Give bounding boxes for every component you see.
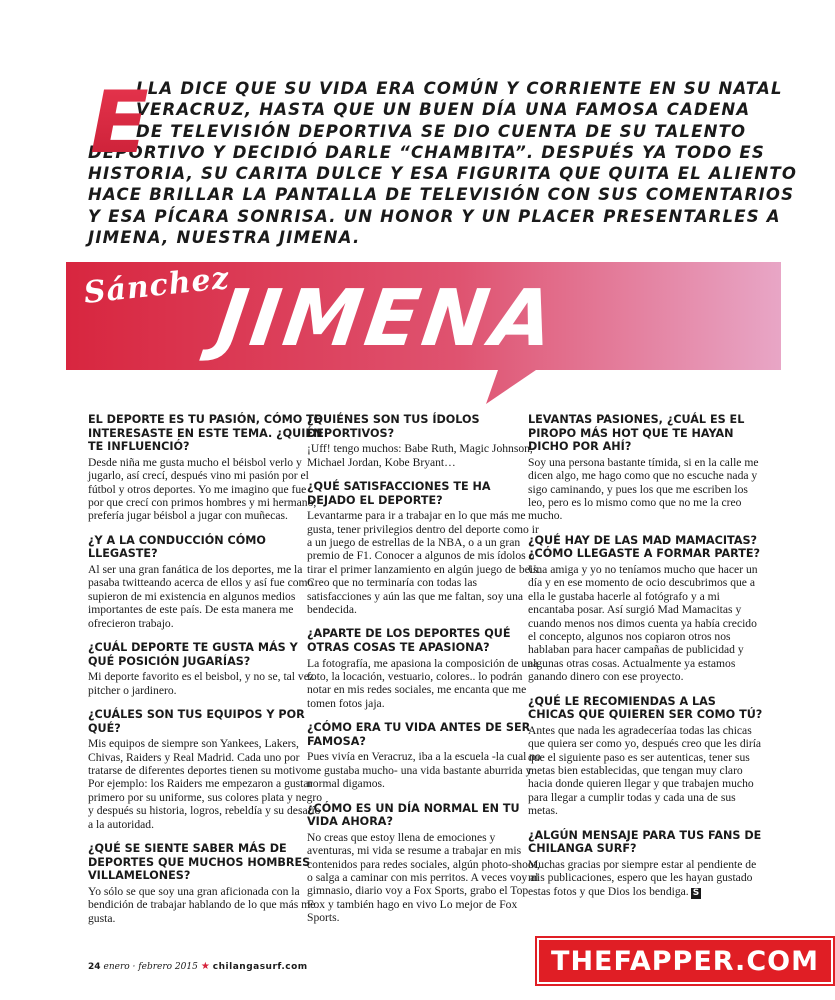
intro-line: HISTORIA, SU CARITA DULCE Y ESA FIGURITA QUE QUITA EL ALIENTO bbox=[88, 164, 798, 184]
answer: Una amiga y yo no teníamos mucho que hacer un día y en ese momento de ocio descubrimos que a ella le gustaba hacerle al fotógrafo y a mi encantaba posar. Así surgió Mad Mamacitas y cuando menos nos dimos cuenta ya había crecido el concepto, algunos nos copiaron otros nos hablaban para hacer campañas de publicidad y algunas otras cosas. Actualmente ya estamos ganando dinero con ese proyecto. bbox=[528, 563, 758, 684]
intro-line: Y ESA PÍCARA SONRISA. UN HONOR Y UN PLACER PRESENTARLES A bbox=[88, 206, 781, 226]
watermark-badge bbox=[537, 938, 833, 984]
footer-site: chilangasurf.com bbox=[212, 961, 308, 972]
intro-line: JIMENA, NUESTRA JIMENA. bbox=[88, 228, 361, 248]
end-mark: S bbox=[692, 887, 700, 898]
intro-line: LLA DICE QUE SU VIDA ERA COMÚN Y CORRIENTE EN SU NATAL bbox=[136, 79, 783, 98]
answer: Levantarme para ir a trabajar en lo que más me gusta, tener privilegios dentro del deporte como ir a un juego de estrellas de la NBA, o a un gran premio de F1. Conocer a algunos de mis ídolos o tirar el primer lanzamiento en algún juego de beis. Creo que no terminaría con todas las satisfacciones y aún las que me faltan, soy una bendecida. bbox=[307, 509, 541, 617]
question: ¿CÓMO ES UN DÍA NORMAL EN TU VIDA AHORA? bbox=[307, 801, 520, 829]
drop-cap-text: E bbox=[90, 73, 149, 173]
question: EL DEPORTE ES TU PASIÓN, CÓMO TE INTERESASTE EN ESTE TEMA. ¿QUIÉN TE INFLUENCIÓ? bbox=[88, 413, 323, 454]
intro-line: HACE BRILLAR LA PANTALLA DE TELEVISIÓN CON SUS COMENTARIOS bbox=[88, 185, 795, 205]
watermark-text: THEFAPPER.COM bbox=[551, 945, 819, 977]
question: ¿APARTE DE LOS DEPORTES QUÉ OTRAS COSAS TE APASIONA? bbox=[307, 627, 511, 655]
drop-cap-letter bbox=[88, 73, 149, 173]
page-footer bbox=[88, 961, 308, 972]
question: LEVANTAS PASIONES, ¿CUÁL ES EL PIROPO MÁS HOT QUE TE HAYAN DICHO POR AHÍ? bbox=[528, 413, 745, 454]
question: ¿CUÁLES SON TUS EQUIPOS Y POR QUÉ? bbox=[88, 708, 305, 735]
question: ¿QUIÉNES SON TUS ÍDOLOS DEPORTIVOS? bbox=[307, 413, 480, 440]
answer: Pues vivía en Veracruz, iba a la escuela -la cual no me gustaba mucho- una vida bastante aburrida y normal digamos. bbox=[307, 750, 541, 791]
question: ¿Y A LA CONDUCCIÓN CÓMO LLEGASTE? bbox=[88, 533, 266, 561]
star-icon: ★ bbox=[200, 961, 210, 972]
title-banner bbox=[66, 262, 781, 410]
question: ¿CUÁL DEPORTE TE GUSTA MÁS Y QUÉ POSICIÓN JUGARÍAS? bbox=[88, 641, 298, 668]
answer: Mis equipos de siempre son Yankees, Lakers, Chivas, Raiders y Real Madrid. Cada uno por tratarse de diferentes deportes tienen su motivo. Por ejemplo: los Raiders me empezaron a gustar primero por su uniforme, sus colores plata y negro y después su historia, logros, rebeldía y su desafío a la autoridad. bbox=[88, 737, 323, 831]
page-number: 24 bbox=[88, 961, 101, 972]
column-1 bbox=[88, 413, 323, 936]
banner-subtitle: Sánchez bbox=[82, 260, 232, 311]
issue-date: enero · febrero 2015 bbox=[103, 961, 198, 972]
question: ¿CÓMO ERA TU VIDA ANTES DE SER FAMOSA? bbox=[307, 721, 531, 748]
question: ¿QUÉ SATISFACCIONES TE HA DEJADO EL DEPORTE? bbox=[307, 480, 491, 507]
answer: Desde niña me gusta mucho el béisbol verlo y jugarlo, así crecí, después vino mi pasión por el fútbol y otros deportes. Yo me imagino que fue por que crecí con primos hombres y mi hermano, prefería jugar béisbol a jugar con muñecas. bbox=[88, 455, 317, 523]
answer: No creas que estoy llena de emociones y aventuras, mi vida se resume a trabajar en mis contenidos para redes sociales, algún photo-shoot, o salga a caminar con mis perritos. A veces voy al gimnasio, diario voy a Fox Sports, grabo el Top Fox y también hago en vivo Lo mejor de Fox Sports. bbox=[307, 830, 540, 925]
question: ¿QUÉ LE RECOMIENDAS A LAS CHICAS QUE QUIEREN SER COMO TÚ? bbox=[528, 694, 763, 722]
question: ¿QUÉ SE SIENTE SABER MÁS DE DEPORTES QUE MUCHOS HOMBRES VILLAMELONES? bbox=[88, 842, 311, 883]
intro-line: VERACRUZ, HASTA QUE UN BUEN DÍA UNA FAMOSA CADENA bbox=[136, 100, 751, 120]
answer-final bbox=[528, 858, 763, 899]
question: ¿QUÉ HAY DE LAS MAD MAMACITAS? ¿CÓMO LLEGASTE A FORMAR PARTE? bbox=[528, 533, 761, 561]
answer: Al ser una gran fanática de los deportes, me la pasaba twitteando acerca de ellos y así fue como supieron de mi existencia en algunos medios importantes de este país. De esta manera me ofrecieron trabajo. bbox=[88, 563, 314, 630]
intro-paragraph bbox=[88, 73, 798, 248]
banner-title: JIMENA bbox=[211, 274, 563, 364]
answer: Yo sólo se que soy una gran aficionada con la bendición de trabajar hablando de lo que más me gusta. bbox=[88, 884, 316, 925]
answer: Soy una persona bastante tímida, si en la calle me dicen algo, me hago como que no escuche nada y sigo caminando, y pues los que me escriben los leo, pero es lo mismo como que no me la creo mucho. bbox=[528, 455, 759, 523]
intro-line: DE TELEVISIÓN DEPORTIVA SE DIO CUENTA DE SU TALENTO bbox=[136, 121, 747, 141]
answer: Antes que nada les agradeceríaa todas las chicas que quiera ser como yo, después creo que les diría que el siguiente paso es ser autenticas, tener sus metas bien establecidas, que tengan muy claro hacia donde quieren llegar y que trabajen mucho para llegar a cumplir todas y cada una de sus metas. bbox=[528, 723, 762, 818]
column-3 bbox=[528, 413, 763, 910]
answer: ¡Uff! tengo muchos: Babe Ruth, Magic Johnson, Michael Jordan, Kobe Bryant… bbox=[307, 442, 533, 469]
column-2 bbox=[307, 413, 542, 936]
question: ¿ALGÚN MENSAJE PARA TUS FANS DE CHILANGA SURF? bbox=[528, 828, 762, 856]
answer: Mi deporte favorito es el beisbol, y no se, tal vez pitcher o jardinero. bbox=[88, 670, 315, 697]
answer: La fotografía, me apasiona la composición de una foto, la locación, vestuario, colores.. lo podrán notar en mis redes sociales, me encanta que me tomen fotos jaja. bbox=[307, 656, 539, 710]
answer: Muchas gracias por siempre estar al pendiente de mis publicaciones, espero que les hayan gustado estas fotos y que Dios los bendiga. bbox=[528, 857, 757, 898]
intro-line: DEPORTIVO Y DECIDIÓ DARLE “CHAMBITA”. DESPUÉS YA TODO ES bbox=[88, 142, 765, 162]
